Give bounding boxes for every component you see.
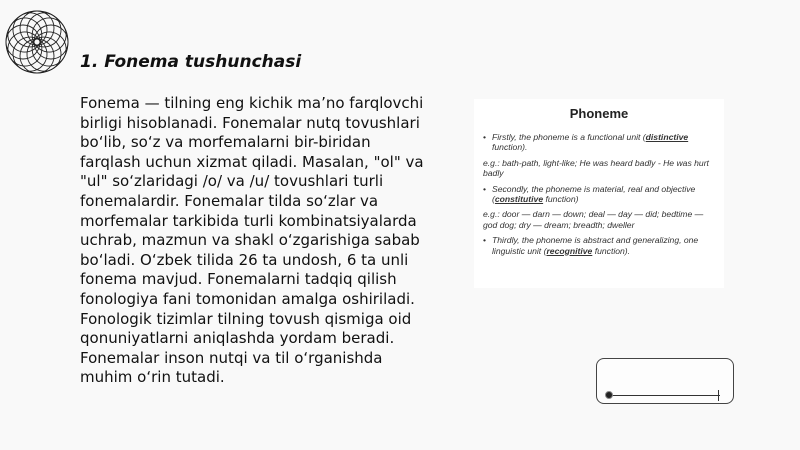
media-control[interactable] bbox=[596, 358, 734, 404]
phoneme-title: Phoneme bbox=[569, 106, 629, 121]
phoneme-example-2: e.g.: door — darn — down; deal — day — did; bedtime — god dog; dry — dream; breadth; dweller bbox=[483, 209, 704, 230]
phoneme-point-1: • Firstly, the phoneme is a functional unit (distinctive function). bbox=[483, 132, 715, 153]
phoneme-key-recognitive: recognitive bbox=[546, 245, 593, 256]
phoneme-point-3: • Thirdly, the phoneme is abstract and generalizing, one linguistic unit (recognitive function). bbox=[483, 235, 715, 256]
phoneme-example-1: e.g.: bath-path, light-like; He was heard badly - He was hurt badly bbox=[483, 157, 709, 179]
progress-knob[interactable] bbox=[605, 391, 613, 399]
slide-body-text: Fonema — tilning eng kichik ma’no farqlovchi birligi hisoblanadi. Fonemalar nutq tovushlari bo‘lib, so‘z va morfemalarni bir-biridan farqlash uchun xizmat qiladi. Masalan, "ol" va "ul" so‘zlaridagi /o/ va /u/ tovushlari turli fonemalardir. Fonemalar tilda so‘zlar va morfemalar tarkibida turli kombinatsiyalarda uchrab, mazmun va shakl o‘zgarishiga sabab bo‘ladi. O‘zbek tilida 26 ta undosh, 6 ta unli fonema mavjud. Fonemalarni tadqiq qilish fonologiya fani tomonidan amalga oshiriladi. Fonologik tizimlar tilning tovush qismiga oid qonuniyatlarni aniqlashda yordam beradi. Fonemalar inson nutqi va til o‘rganishda muhim o‘rin tutadi. bbox=[80, 94, 424, 387]
phoneme-list bbox=[483, 132, 715, 261]
phoneme-image bbox=[474, 99, 724, 288]
phoneme-key-constitutive: constitutive bbox=[494, 194, 544, 205]
phoneme-point-2: • Secondly, the phoneme is material, real and objective (constitutive function) bbox=[483, 184, 715, 205]
rosette-logo-icon bbox=[4, 4, 70, 80]
slide-title: 1. Fonema tushunchasi bbox=[80, 52, 302, 72]
progress-end-marker bbox=[718, 390, 719, 401]
progress-track[interactable] bbox=[609, 395, 720, 396]
phoneme-key-distinctive: distinctive bbox=[645, 132, 689, 142]
